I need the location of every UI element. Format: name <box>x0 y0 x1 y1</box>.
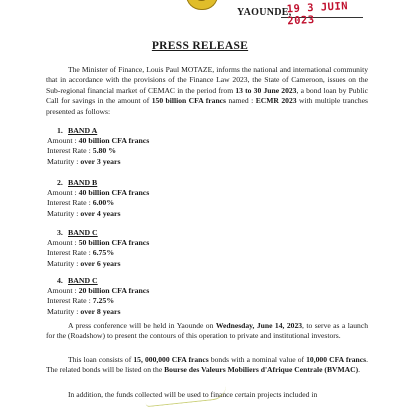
city-label: YAOUNDE, <box>237 7 292 18</box>
place-date-line <box>237 0 377 28</box>
band-rate: Interest Rate : 7.25% <box>47 296 115 306</box>
band-block <box>47 126 149 167</box>
band-amount: Amount : 40 billion CFA francs <box>47 136 150 146</box>
press-conference-paragraph: A press conference will be held in Yaounde on Wednesday, June 14, 2023, to serve as a launch for the (Roadshow) to present the contours of this operation to private and institutional investors. <box>46 321 368 341</box>
band-amount: Amount : 40 billion CFA francs <box>47 188 150 198</box>
band-maturity: Maturity : over 8 years <box>47 306 121 316</box>
band-rate: Interest Rate : 6.75% <box>47 248 115 258</box>
band-block <box>47 178 149 219</box>
coat-of-arms-seal <box>186 0 218 10</box>
band-heading: 1. BAND A <box>57 126 98 135</box>
page-title: PRESS RELEASE <box>151 40 249 52</box>
band-heading: 4. BAND C <box>57 276 98 285</box>
date-stamp: 19 3 JUIN 2023 <box>286 0 349 28</box>
band-block <box>47 276 149 317</box>
handwritten-mark <box>144 384 227 407</box>
loan-details-paragraph: This loan consists of 15, 000,000 CFA francs bonds with a nominal value of 10,000 CFA francs. The related bonds will be listed on the Bourse des Valeurs Mobiliers d'Afrique Centrale (BVMAC). <box>46 355 368 375</box>
band-amount: Amount : 50 billion CFA francs <box>47 238 150 248</box>
intro-paragraph: The Minister of Finance, Louis Paul MOTAZE, informs the national and international community that in accordance with the provisions of the Finance Law 2023, the State of Cameroon, issues on the Sub-regional financial market of CEMAC in the period from 13 to 30 June 2023, a bond loan by Public Call for savings in the amount of 150 billion CFA francs named : ECMR 2023 with multiple tranches presented as follows: <box>46 65 369 116</box>
band-block <box>47 228 149 269</box>
band-maturity: Maturity : over 6 years <box>47 258 121 268</box>
band-rate: Interest Rate : 6.00% <box>47 198 115 208</box>
funds-use-paragraph: In addition, the funds collected will be used to finance certain projects included in <box>68 390 318 399</box>
band-rate: Interest Rate : 5.80 % <box>47 146 117 156</box>
band-amount: Amount : 20 billion CFA francs <box>47 286 150 296</box>
band-heading: 2. BAND B <box>57 178 98 187</box>
band-maturity: Maturity : over 4 years <box>47 208 121 218</box>
band-maturity: Maturity : over 3 years <box>47 156 121 166</box>
band-heading: 3. BAND C <box>57 228 98 237</box>
